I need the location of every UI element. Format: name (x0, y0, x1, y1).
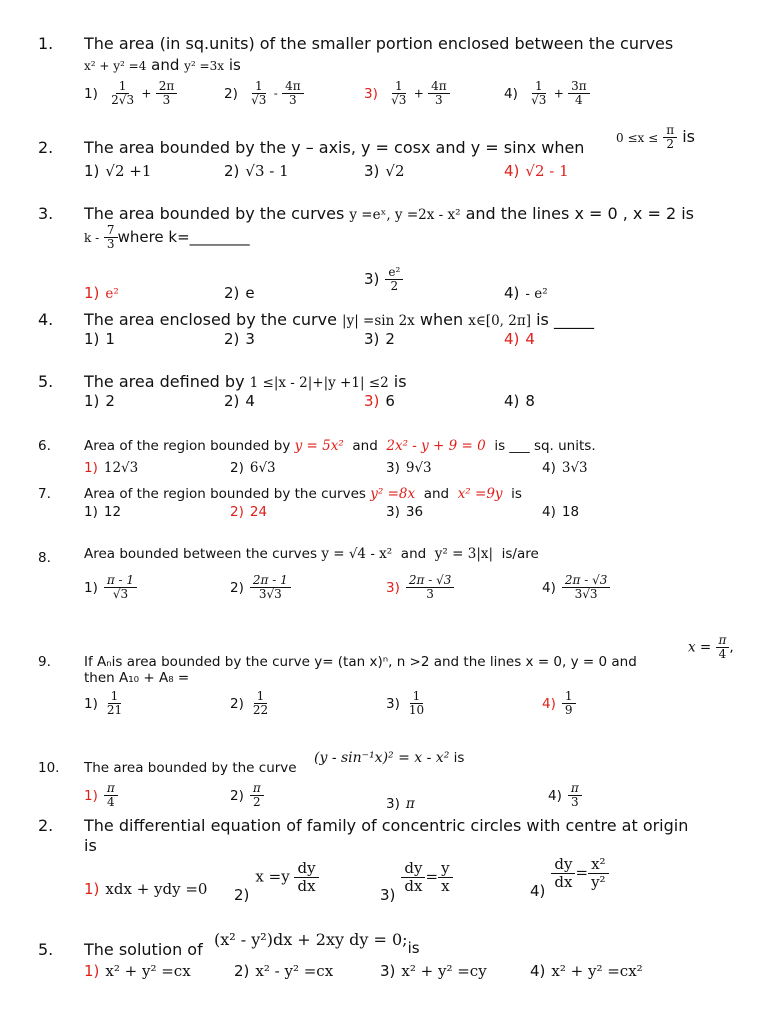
option-2[interactable]: 2) $\frac{1}{√3}$ - $\frac{4\pi}{3}$ (224, 80, 304, 107)
question-condition: 0 ≤x ≤ $\frac{\pi}{2}$ is (616, 123, 695, 152)
option-1-correct[interactable]: 1) xdx + ydy =0 (84, 880, 208, 898)
option-2-correct[interactable]: 2) 24 (230, 504, 268, 520)
option-1[interactable]: 1) 12 (84, 504, 122, 520)
option-4[interactable]: 4) 3√3 (542, 460, 588, 476)
option-4[interactable]: 4) 18 (542, 504, 580, 520)
question-stem-continued: then A₁₀ + A₈ = (84, 670, 190, 686)
option-3[interactable]: 3) 9√3 (386, 460, 432, 476)
option-3-correct[interactable]: 3) $\frac{2\pi - √3}{3}$ (386, 574, 454, 601)
option-2[interactable]: 2) $\frac{1}{22}$ (230, 689, 269, 718)
question-number: 7. (38, 486, 51, 502)
option-2[interactable]: 2) 3 (224, 330, 255, 348)
option-2[interactable]: 2) e (224, 284, 255, 302)
option-4-correct[interactable]: 4) 4 (504, 330, 535, 348)
question-condition: x = $\frac{\pi}{4}$ , (688, 633, 734, 662)
option-1[interactable]: 1) $\frac{1}{2√3}$ + $\frac{2\pi}{3}$ (84, 80, 177, 107)
option-3[interactable]: 3) √2 (364, 162, 405, 180)
option-4[interactable]: 4) $\frac{2\pi - √3}{3√3}$ (542, 574, 610, 601)
question-number: 8. (38, 550, 51, 566)
question-stem: Area bounded between the curves y = √4 - x² and y² = 3|x| is/are (84, 546, 539, 562)
option-3[interactable]: 3) 36 (386, 504, 424, 520)
option-3[interactable]: 3) $\frac{\text{e²}}{2}$ (364, 266, 403, 293)
option-4[interactable]: 4) x² + y² =cx² (530, 962, 643, 980)
option-3[interactable]: 3) π (386, 796, 415, 812)
question-stem: Area of the region bounded by y = 5x² and 2x² - y + 9 = 0 is ___ sq. units. (84, 438, 596, 454)
question-stem-continued: is (84, 836, 97, 855)
question-condition: x² + y² =4 and y² =3x is (84, 56, 241, 74)
option-2[interactable]: 2) 6√3 (230, 460, 276, 476)
question-number: 4. (38, 310, 54, 329)
question-stem: If Aₙis area bounded by the curve y= (tan x)ⁿ, n >2 and the lines x = 0, y = 0 and (84, 654, 637, 670)
option-2[interactable]: 2) $\frac{2\pi - 1}{3√3}$ (230, 574, 291, 601)
option-1[interactable]: 1) √2 +1 (84, 162, 152, 180)
option-1-correct[interactable]: 1) $\frac{\pi}{4}$ (84, 782, 118, 809)
question-stem: The area enclosed by the curve |y| =sin 2x when x∈[0, 2π] is _____ (84, 310, 594, 329)
option-2[interactable]: 2) $\frac{\pi}{2}$ (230, 782, 264, 809)
option-4-correct[interactable]: 4) $\frac{1}{9}$ (542, 690, 576, 717)
question-stem: The area bounded by the y – axis, y = cosx and y = sinx when (84, 138, 585, 157)
question-stem: Area of the region bounded by the curves y² =8x and x² =9y is (84, 486, 522, 502)
question-number: 2. (38, 138, 54, 157)
option-2[interactable]: 2) x² - y² =cx (234, 962, 334, 980)
question-stem: The area bounded by the curves y =eˣ, y =2x - x² and the lines x = 0 , x = 2 is (84, 204, 695, 223)
option-4[interactable]: 4) $\frac{1}{√3}$ + $\frac{3\pi}{4}$ (504, 80, 590, 107)
option-1-correct[interactable]: 1) e² (84, 284, 119, 302)
option-2[interactable]: 2) √3 - 1 (224, 162, 289, 180)
question-stem: The area defined by 1 ≤|x - 2|+|y +1| ≤2 is (84, 372, 407, 391)
question-number: 3. (38, 204, 54, 223)
option-3[interactable]: 3) $\frac{1}{10}$ (386, 689, 425, 718)
option-1[interactable]: 1) 2 (84, 392, 115, 410)
question-number: 5. (38, 940, 54, 959)
question-number: 9. (38, 654, 51, 670)
option-3[interactable]: 3) x² + y² =cy (380, 962, 487, 980)
option-1-correct[interactable]: 1) 12√3 (84, 460, 139, 476)
question-number: 2. (38, 816, 54, 835)
question-number: 6. (38, 438, 51, 454)
question-number: 5. (38, 372, 54, 391)
option-3-correct[interactable]: 3) 6 (364, 392, 395, 410)
question-k-expression: k - $\frac{7}{3}$ where k=________ (84, 223, 250, 252)
option-4[interactable]: 4) $\frac{\pi}{3}$ (548, 782, 582, 809)
option-1[interactable]: 1) $\frac{1}{21}$ (84, 689, 123, 718)
question-stem: The solution of (84, 940, 203, 959)
option-1[interactable]: 1) $\frac{\pi - 1}{√3}$ (84, 574, 137, 601)
question-stem: The area bounded by the curve (84, 760, 297, 776)
question-equation: (y - sin⁻¹x)² = x - x² is (314, 750, 465, 766)
option-1[interactable]: 1) 1 (84, 330, 115, 348)
option-1-correct[interactable]: 1) x² + y² =cx (84, 962, 191, 980)
question-number: 1. (38, 34, 54, 53)
option-4[interactable]: 4) $\frac{dy}{dx}$ = $\frac{\text{x²}}{\text{y²}}$ (530, 856, 609, 900)
option-4[interactable]: 4) - e² (504, 284, 548, 302)
option-2[interactable]: 2)x =y $\frac{dy}{dx}$ (234, 860, 319, 904)
option-3[interactable]: 3) $\frac{dy}{dx}$ = $\frac{y}{x}$ (380, 860, 453, 904)
option-4-correct[interactable]: 4) √2 - 1 (504, 162, 569, 180)
option-2[interactable]: 2) 4 (224, 392, 255, 410)
option-4[interactable]: 4) 8 (504, 392, 535, 410)
question-equation: (x² - y²)dx + 2xy dy = 0;is (214, 930, 420, 957)
question-stem: The area (in sq.units) of the smaller portion enclosed between the curves (84, 34, 674, 53)
option-3-correct[interactable]: 3) $\frac{1}{√3}$ + $\frac{4\pi}{3}$ (364, 80, 450, 107)
question-number: 10. (38, 760, 60, 776)
question-stem: The differential equation of family of concentric circles with centre at origin (84, 816, 689, 835)
option-3[interactable]: 3) 2 (364, 330, 395, 348)
